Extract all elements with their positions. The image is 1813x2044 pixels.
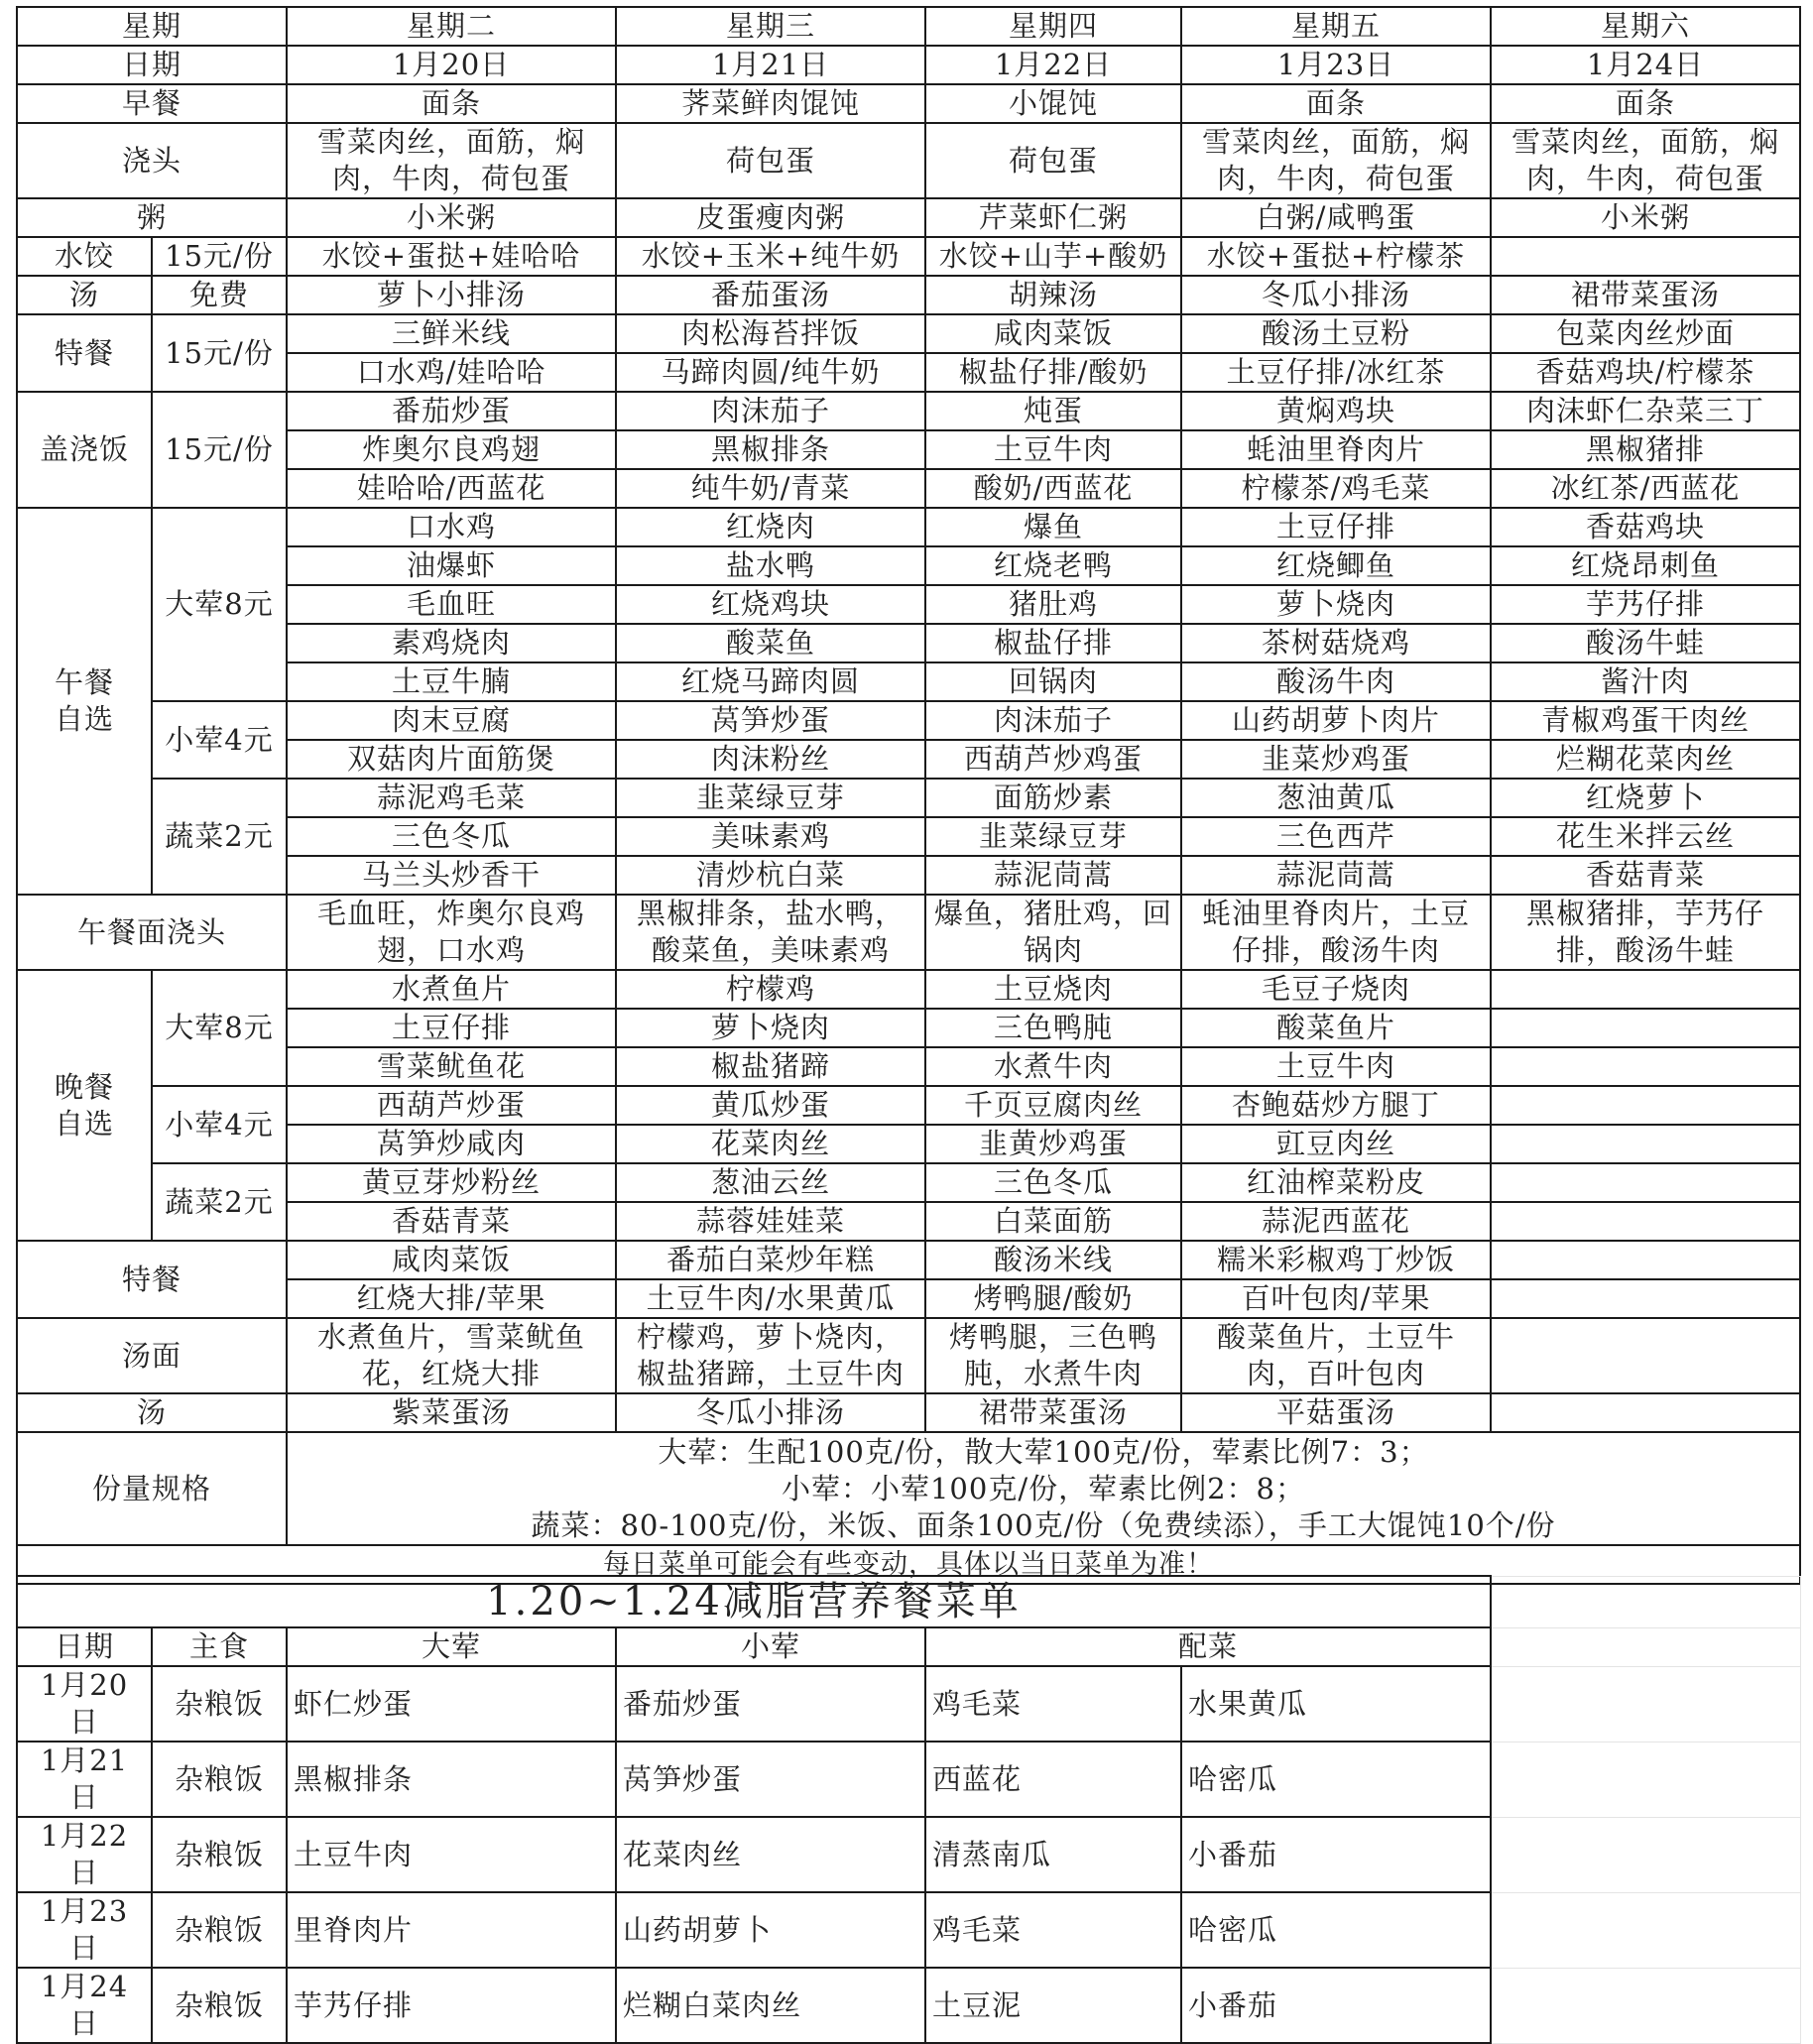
menu-cell: 紫菜蛋汤 [287, 1393, 616, 1432]
dumplings-row [17, 237, 1800, 276]
menu-cell: 素鸡烧肉 [287, 624, 616, 662]
empty-cell [1491, 1892, 1800, 1968]
menu-cell: 酸菜鱼 [616, 624, 925, 662]
dinner-row [17, 1086, 1800, 1125]
diet-row [17, 1666, 1800, 1742]
dinner-soup-row [17, 1393, 1800, 1432]
empty-cell [1491, 1742, 1800, 1817]
menu-cell: 白菜面筋 [925, 1202, 1181, 1241]
menu-cell: 平菇蛋汤 [1181, 1393, 1491, 1432]
menu-cell: 毛豆子烧肉 [1181, 970, 1491, 1009]
menu-cell: 杂粮饭 [152, 1742, 287, 1817]
menu-cell: 韭菜炒鸡蛋 [1181, 740, 1491, 779]
rice_bowl-row [17, 392, 1800, 430]
menu-cell: 蚝油里脊肉片 [1181, 430, 1491, 469]
menu-cell: 柠檬鸡，萝卜烧肉，椒盐猪蹄，土豆牛肉 [616, 1318, 925, 1393]
menu-cell: 面条 [1491, 84, 1800, 123]
menu-cell: 烤鸭腿/酸奶 [925, 1279, 1181, 1318]
menu-cell: 黑椒排条 [616, 430, 925, 469]
menu-cell: 黄焖鸡块 [1181, 392, 1491, 430]
dinner_special-row [17, 1241, 1800, 1279]
menu-cell: 萝卜烧肉 [616, 1009, 925, 1047]
menu-cell: 荷包蛋 [925, 123, 1181, 198]
menu-cell: 炸奥尔良鸡翅 [287, 430, 616, 469]
menu-cell: 酸奶/西蓝花 [925, 469, 1181, 508]
menu-cell: 美味素鸡 [616, 817, 925, 856]
date-row [17, 46, 1800, 84]
menu-cell [1491, 1393, 1800, 1432]
date-header: 1月20日 [287, 46, 616, 84]
menu-cell: 水饺+蛋挞+柠檬茶 [1181, 237, 1491, 276]
menu-cell: 盐水鸭 [616, 546, 925, 585]
date-cell: 1月20日 [17, 1666, 152, 1742]
row-label: 午餐面浇头 [17, 895, 287, 970]
menu-cell: 黑椒猪排 [1491, 430, 1800, 469]
menu-cell: 红烧肉 [616, 508, 925, 546]
column-header: 主食 [152, 1627, 287, 1666]
menu-cell: 皮蛋瘦肉粥 [616, 198, 925, 237]
menu-cell: 土豆仔排 [1181, 508, 1491, 546]
menu-cell: 杏鲍菇炒方腿丁 [1181, 1086, 1491, 1125]
diet-menu-table [16, 1575, 1801, 2044]
menu-cell [1491, 1318, 1800, 1393]
menu-cell: 双菇肉片面筋煲 [287, 740, 616, 779]
menu-cell: 水饺+蛋挞+娃哈哈 [287, 237, 616, 276]
lunch-row [17, 779, 1800, 817]
menu-cell: 红烧大排/苹果 [287, 1279, 616, 1318]
menu-cell: 咸肉菜饭 [287, 1241, 616, 1279]
menu-cell: 小米粥 [287, 198, 616, 237]
menu-cell: 酸菜鱼片，土豆牛肉，百叶包肉 [1181, 1318, 1491, 1393]
soup-noodles-row [17, 1318, 1800, 1393]
price-label: 15元/份 [152, 392, 287, 508]
row-label: 份量规格 [17, 1432, 287, 1545]
menu-cell: 黑椒排条 [287, 1742, 616, 1817]
empty-cell [1491, 1576, 1800, 1627]
menu-cell: 炖蛋 [925, 392, 1181, 430]
menu-cell: 黄瓜炒蛋 [616, 1086, 925, 1125]
menu-cell: 红烧鲫鱼 [1181, 546, 1491, 585]
menu-cell: 豇豆肉丝 [1181, 1125, 1491, 1163]
menu-cell: 西葫芦炒蛋 [287, 1086, 616, 1125]
menu-cell: 杂粮饭 [152, 1817, 287, 1892]
menu-cell: 红油榨菜粉皮 [1181, 1163, 1491, 1202]
date-cell: 1月24日 [17, 1968, 152, 2043]
weekly-menu-table [16, 6, 1801, 1585]
menu-cell: 山药胡萝卜肉片 [1181, 701, 1491, 740]
weekday-header: 星期六 [1491, 7, 1800, 46]
row-label: 特餐 [17, 1241, 287, 1318]
menu-cell: 萝卜小排汤 [287, 276, 616, 314]
row-label: 水饺 [17, 237, 152, 276]
menu-cell: 蒜蓉娃娃菜 [616, 1202, 925, 1241]
label-line: 蔬菜：80-100克/份，米饭、面条100克/份（免费续添），手工大馄饨10个/份 [531, 1507, 1556, 1542]
menu-cell: 蒜泥茼蒿 [925, 856, 1181, 895]
menu-cell: 雪菜鱿鱼花 [287, 1047, 616, 1086]
menu-cell: 回锅肉 [925, 662, 1181, 701]
column-header: 大荤 [287, 1627, 616, 1666]
soup-row [17, 276, 1800, 314]
meal-label [17, 508, 152, 895]
date-cell: 1月21日 [17, 1742, 152, 1817]
menu-cell [1491, 237, 1800, 276]
weekday-header: 星期四 [925, 7, 1181, 46]
menu-cell: 马蹄肉圆/纯牛奶 [616, 353, 925, 392]
menu-cell: 番茄炒蛋 [287, 392, 616, 430]
menu-cell: 荠菜鲜肉馄饨 [616, 84, 925, 123]
menu-cell: 黑椒排条，盐水鸭，酸菜鱼，美味素鸡 [616, 895, 925, 970]
menu-cell: 肉沫茄子 [616, 392, 925, 430]
menu-cell: 荷包蛋 [616, 123, 925, 198]
menu-cell: 土豆烧肉 [925, 970, 1181, 1009]
menu-cell: 猪肚鸡 [925, 585, 1181, 624]
menu-cell: 番茄白菜炒年糕 [616, 1241, 925, 1279]
menu-cell [1491, 1279, 1800, 1318]
menu-cell: 芹菜虾仁粥 [925, 198, 1181, 237]
menu-cell: 小番茄 [1181, 1968, 1491, 2043]
menu-cell: 水饺+山芋+酸奶 [925, 237, 1181, 276]
menu-cell: 烤鸭腿，三色鸭肫，水煮牛肉 [925, 1318, 1181, 1393]
menu-cell [1491, 1009, 1800, 1047]
label-line: 自选 [54, 1106, 114, 1141]
menu-cell: 芋艿仔排 [1491, 585, 1800, 624]
menu-cell: 小番茄 [1181, 1817, 1491, 1892]
menu-cell: 油爆虾 [287, 546, 616, 585]
column-header: 配菜 [925, 1627, 1491, 1666]
menu-cell: 土豆牛肉 [1181, 1047, 1491, 1086]
menu-cell: 山药胡萝卜 [616, 1892, 925, 1968]
row-label: 汤 [17, 1393, 287, 1432]
menu-cell: 葱油云丝 [616, 1163, 925, 1202]
menu-cell: 葱油黄瓜 [1181, 779, 1491, 817]
menu-cell: 蒜泥西蓝花 [1181, 1202, 1491, 1241]
diet-title-row [17, 1576, 1800, 1627]
portion-row [17, 1432, 1800, 1545]
weekday-header: 星期二 [287, 7, 616, 46]
menu-cell: 椒盐仔排/酸奶 [925, 353, 1181, 392]
menu-cell: 口水鸡/娃哈哈 [287, 353, 616, 392]
menu-cell: 杂粮饭 [152, 1666, 287, 1742]
menu-cell: 红烧鸡块 [616, 585, 925, 624]
menu-cell: 肉沫虾仁杂菜三丁 [1491, 392, 1800, 430]
menu-cell: 毛血旺，炸奥尔良鸡翅，口水鸡 [287, 895, 616, 970]
row-label: 早餐 [17, 84, 287, 123]
menu-cell: 土豆牛肉 [925, 430, 1181, 469]
menu-cell: 口水鸡 [287, 508, 616, 546]
menu-cell: 雪菜肉丝，面筋，焖肉，牛肉，荷包蛋 [1491, 123, 1800, 198]
weekday-header: 星期五 [1181, 7, 1491, 46]
label-line: 小荤：小荤100克/份，荤素比例2：8； [781, 1471, 1306, 1505]
lunch-noodle-row [17, 895, 1800, 970]
porridge-row [17, 198, 1800, 237]
menu-cell: 面条 [1181, 84, 1491, 123]
lunch-row [17, 701, 1800, 740]
menu-cell: 酸汤牛蛙 [1491, 624, 1800, 662]
diet-header-row [17, 1627, 1800, 1666]
menu-cell: 酱汁肉 [1491, 662, 1800, 701]
menu-cell: 番茄蛋汤 [616, 276, 925, 314]
meal-label [17, 970, 152, 1241]
column-header: 日期 [17, 1627, 152, 1666]
menu-cell: 雪菜肉丝，面筋，焖肉，牛肉，荷包蛋 [287, 123, 616, 198]
row-label: 星期 [17, 7, 287, 46]
lunch-row [17, 508, 1800, 546]
menu-cell: 百叶包肉/苹果 [1181, 1279, 1491, 1318]
menu-cell: 土豆牛肉/水果黄瓜 [616, 1279, 925, 1318]
dinner-row [17, 1163, 1800, 1202]
weekday-row [17, 7, 1800, 46]
date-cell: 1月23日 [17, 1892, 152, 1968]
menu-cell: 红烧老鸭 [925, 546, 1181, 585]
row-label: 盖浇饭 [17, 392, 152, 508]
menu-cell: 小米粥 [1491, 198, 1800, 237]
menu-cell: 清蒸南瓜 [925, 1817, 1181, 1892]
menu-cell: 香菇鸡块 [1491, 508, 1800, 546]
label-line: 大荤：生配100克/份，散大荤100克/份，荤素比例7：3； [658, 1434, 1429, 1469]
row-label: 粥 [17, 198, 287, 237]
menu-cell [1491, 1125, 1800, 1163]
menu-cell: 里脊肉片 [287, 1892, 616, 1968]
price-label: 免费 [152, 276, 287, 314]
menu-cell: 爆鱼，猪肚鸡，回锅肉 [925, 895, 1181, 970]
menu-cell [1491, 1241, 1800, 1279]
diet-row [17, 1817, 1800, 1892]
menu-cell: 冬瓜小排汤 [1181, 276, 1491, 314]
menu-cell: 胡辣汤 [925, 276, 1181, 314]
empty-cell [1491, 1968, 1800, 2043]
menu-cell: 冬瓜小排汤 [616, 1393, 925, 1432]
diet-row [17, 1892, 1800, 1968]
menu-cell: 土豆仔排 [287, 1009, 616, 1047]
menu-cell: 番茄炒蛋 [616, 1666, 925, 1742]
menu-cell: 红烧昂刺鱼 [1491, 546, 1800, 585]
menu-cell: 蚝油里脊肉片，土豆仔排，酸汤牛肉 [1181, 895, 1491, 970]
menu-cell: 椒盐猪蹄 [616, 1047, 925, 1086]
menu-cell: 土豆牛腩 [287, 662, 616, 701]
menu-cell: 面筋炒素 [925, 779, 1181, 817]
menu-cell: 包菜肉丝炒面 [1491, 314, 1800, 353]
menu-cell: 烂糊白菜肉丝 [616, 1968, 925, 2043]
label-line: 午餐 [54, 665, 114, 699]
row-label: 浇头 [17, 123, 287, 198]
menu-cell: 马兰头炒香干 [287, 856, 616, 895]
menu-cell: 香菇青菜 [287, 1202, 616, 1241]
menu-cell: 哈密瓜 [1181, 1892, 1491, 1968]
category-label: 小荤4元 [152, 1086, 287, 1163]
menu-cell: 哈密瓜 [1181, 1742, 1491, 1817]
menu-cell: 三色鸭肫 [925, 1009, 1181, 1047]
diet-row [17, 1968, 1800, 2043]
category-label: 蔬菜2元 [152, 779, 287, 895]
menu-cell: 花生米拌云丝 [1491, 817, 1800, 856]
breakfast-row [17, 84, 1800, 123]
menu-cell: 冰红茶/西蓝花 [1491, 469, 1800, 508]
row-label: 汤面 [17, 1318, 287, 1393]
menu-cell: 咸肉菜饭 [925, 314, 1181, 353]
menu-cell: 肉沫茄子 [925, 701, 1181, 740]
menu-cell: 黑椒猪排，芋艿仔排，酸汤牛蛙 [1491, 895, 1800, 970]
menu-cell: 蒜泥鸡毛菜 [287, 779, 616, 817]
price-label: 15元/份 [152, 237, 287, 276]
menu-cell: 酸汤牛肉 [1181, 662, 1491, 701]
menu-cell: 酸汤米线 [925, 1241, 1181, 1279]
menu-cell: 千页豆腐肉丝 [925, 1086, 1181, 1125]
menu-cell: 土豆仔排/冰红茶 [1181, 353, 1491, 392]
menu-cell: 茶树菇烧鸡 [1181, 624, 1491, 662]
date-header: 1月22日 [925, 46, 1181, 84]
label-line: 晚餐 [54, 1069, 114, 1104]
menu-cell: 肉沫粉丝 [616, 740, 925, 779]
menu-cell: 红烧萝卜 [1491, 779, 1800, 817]
menu-cell: 鸡毛菜 [925, 1666, 1181, 1742]
row-label: 特餐 [17, 314, 152, 392]
menu-cell: 糯米彩椒鸡丁炒饭 [1181, 1241, 1491, 1279]
menu-cell: 肉末豆腐 [287, 701, 616, 740]
menu-cell: 萝卜烧肉 [1181, 585, 1491, 624]
menu-cell: 水果黄瓜 [1181, 1666, 1491, 1742]
category-label: 蔬菜2元 [152, 1163, 287, 1241]
menu-cell: 裙带菜蛋汤 [1491, 276, 1800, 314]
date-header: 1月21日 [616, 46, 925, 84]
menu-cell: 酸菜鱼片 [1181, 1009, 1491, 1047]
menu-cell: 柠檬鸡 [616, 970, 925, 1009]
menu-cell [1491, 1163, 1800, 1202]
menu-cell: 虾仁炒蛋 [287, 1666, 616, 1742]
menu-cell: 毛血旺 [287, 585, 616, 624]
menu-cell: 娃哈哈/西蓝花 [287, 469, 616, 508]
menu-cell: 三色冬瓜 [925, 1163, 1181, 1202]
menu-cell: 莴笋炒蛋 [616, 701, 925, 740]
menu-cell: 面条 [287, 84, 616, 123]
empty-cell [1491, 1627, 1800, 1666]
menu-cell: 雪菜肉丝，面筋，焖肉，牛肉，荷包蛋 [1181, 123, 1491, 198]
menu-cell [1491, 970, 1800, 1009]
menu-cell: 水煮鱼片，雪菜鱿鱼花，红烧大排 [287, 1318, 616, 1393]
menu-cell: 纯牛奶/青菜 [616, 469, 925, 508]
menu-cell: 青椒鸡蛋干肉丝 [1491, 701, 1800, 740]
menu-cell: 花菜肉丝 [616, 1125, 925, 1163]
menu-cell: 西葫芦炒鸡蛋 [925, 740, 1181, 779]
row-label: 日期 [17, 46, 287, 84]
date-header: 1月23日 [1181, 46, 1491, 84]
menu-cell: 酸汤土豆粉 [1181, 314, 1491, 353]
menu-cell: 椒盐仔排 [925, 624, 1181, 662]
column-header: 小荤 [616, 1627, 925, 1666]
date-header: 1月24日 [1491, 46, 1800, 84]
menu-cell: 莴笋炒蛋 [616, 1742, 925, 1817]
empty-cell [1491, 1817, 1800, 1892]
menu-cell: 白粥/咸鸭蛋 [1181, 198, 1491, 237]
empty-cell [1491, 1666, 1800, 1742]
menu-cell: 韭菜绿豆芽 [616, 779, 925, 817]
menu-cell [1491, 1202, 1800, 1241]
menu-cell: 鸡毛菜 [925, 1892, 1181, 1968]
price-label: 15元/份 [152, 314, 287, 392]
menu-cell [1491, 1086, 1800, 1125]
menu-cell: 香菇鸡块/柠檬茶 [1491, 353, 1800, 392]
row-label: 汤 [17, 276, 152, 314]
menu-cell: 爆鱼 [925, 508, 1181, 546]
menu-cell: 韭黄炒鸡蛋 [925, 1125, 1181, 1163]
label-line: 自选 [54, 702, 114, 736]
menu-cell: 杂粮饭 [152, 1892, 287, 1968]
category-label: 小荤4元 [152, 701, 287, 779]
menu-cell: 水饺+玉米+纯牛奶 [616, 237, 925, 276]
menu-cell: 花菜肉丝 [616, 1817, 925, 1892]
menu-cell: 三鲜米线 [287, 314, 616, 353]
menu-cell: 香菇青菜 [1491, 856, 1800, 895]
notice-text: 每日菜单可能会有些变动，具体以当日菜单为准！ [17, 1545, 1800, 1584]
menu-cell: 土豆牛肉 [287, 1817, 616, 1892]
menu-cell: 蒜泥茼蒿 [1181, 856, 1491, 895]
menu-cell: 清炒杭白菜 [616, 856, 925, 895]
diet-row [17, 1742, 1800, 1817]
toppings-row [17, 123, 1800, 198]
menu-cell: 杂粮饭 [152, 1968, 287, 2043]
date-cell: 1月22日 [17, 1817, 152, 1892]
menu-cell: 肉松海苔拌饭 [616, 314, 925, 353]
menu-cell: 烂糊花菜肉丝 [1491, 740, 1800, 779]
category-label: 大荤8元 [152, 508, 287, 701]
menu-cell: 裙带菜蛋汤 [925, 1393, 1181, 1432]
menu-cell: 莴笋炒咸肉 [287, 1125, 616, 1163]
menu-cell: 土豆泥 [925, 1968, 1181, 2043]
menu-cell: 芋艿仔排 [287, 1968, 616, 2043]
category-label: 大荤8元 [152, 970, 287, 1086]
menu-cell: 韭菜绿豆芽 [925, 817, 1181, 856]
dinner-row [17, 970, 1800, 1009]
menu-cell: 水煮牛肉 [925, 1047, 1181, 1086]
menu-cell: 水煮鱼片 [287, 970, 616, 1009]
menu-cell: 红烧马蹄肉圆 [616, 662, 925, 701]
special-row [17, 314, 1800, 353]
menu-cell: 柠檬茶/鸡毛菜 [1181, 469, 1491, 508]
menu-cell: 三色西芹 [1181, 817, 1491, 856]
menu-cell: 黄豆芽炒粉丝 [287, 1163, 616, 1202]
weekday-header: 星期三 [616, 7, 925, 46]
menu-cell [1491, 1047, 1800, 1086]
menu-cell: 三色冬瓜 [287, 817, 616, 856]
menu-cell: 西蓝花 [925, 1742, 1181, 1817]
portion-spec [287, 1432, 1800, 1545]
menu-cell: 小馄饨 [925, 84, 1181, 123]
diet-menu-title: 1.20~1.24减脂营养餐菜单 [17, 1576, 1491, 1627]
